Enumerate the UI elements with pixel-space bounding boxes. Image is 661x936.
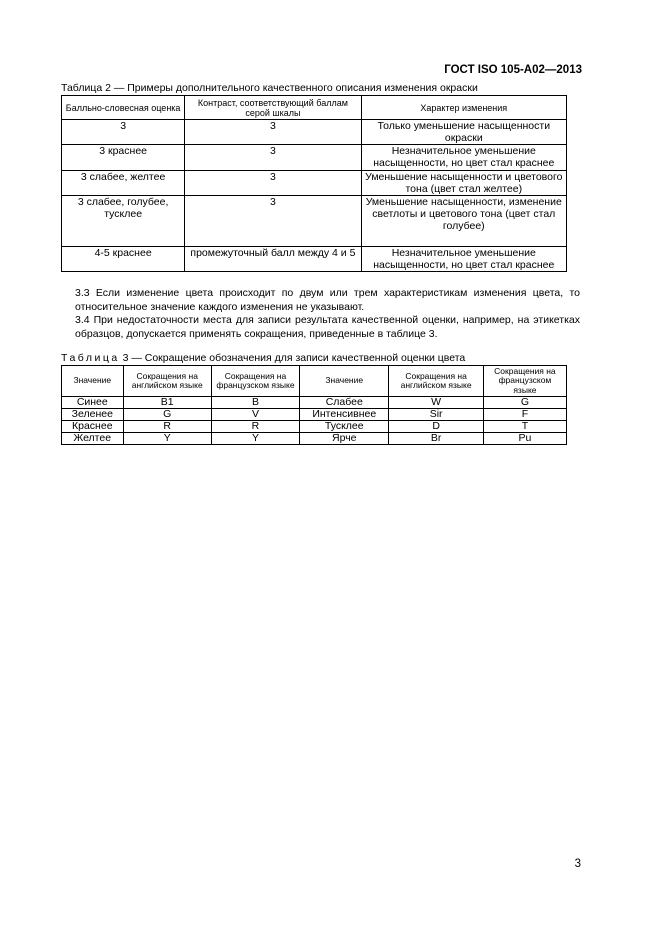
table3-row [62, 409, 567, 421]
table3-cell: Sir [389, 409, 483, 421]
table3-cell: W [389, 397, 483, 409]
table3-cell: B [211, 397, 299, 409]
table3-cell: V [211, 409, 299, 421]
table2-cell: Уменьшение насыщенности и цветового тона (цвет стал желтее) [361, 171, 566, 196]
table2-cell: 3 [185, 145, 361, 171]
table2-header-cell: Контраст, соответствующий баллам серой шкалы [185, 96, 361, 120]
table2-cell: промежуточный балл между 4 и 5 [185, 247, 361, 272]
table3-cell: R [123, 421, 211, 433]
table3-cell: Зеленее [62, 409, 124, 421]
paragraph-3-4: 3.4 При недостаточности места для записи результата качественной оценки, например, на этикетках образцов, допускается применять сокращения, приведенные в таблице 3. [75, 314, 580, 340]
table3-cell: Y [123, 433, 211, 445]
table3-cell: Интенсивнее [300, 409, 389, 421]
table3-row [62, 433, 567, 445]
table3-row [62, 397, 567, 409]
table2-cell: Уменьшение насыщенности, изменение светлоты и цветового тона (цвет стал голубее) [361, 196, 566, 247]
table3-cell: Слабее [300, 397, 389, 409]
table3-cell: Синее [62, 397, 124, 409]
table3-cell: D [389, 421, 483, 433]
table3-header-cell: Сокращения на французском языке [483, 366, 566, 397]
table3-caption [61, 352, 465, 364]
table2-cell: 3 слабее, желтее [62, 171, 185, 196]
table2-cell: 3 краснее [62, 145, 185, 171]
table2-cell: 4-5 краснее [62, 247, 185, 272]
table2-header-cell: Характер изменения [361, 96, 566, 120]
table3-cell: Краснее [62, 421, 124, 433]
table2-cell: Незначительное уменьшение насыщенности, но цвет стал краснее [361, 247, 566, 272]
table3-header-cell: Сокращения на английском языке [389, 366, 483, 397]
table3-cell: Pu [483, 433, 566, 445]
table3-header-cell: Сокращения на английском языке [123, 366, 211, 397]
table3-cell: Тусклее [300, 421, 389, 433]
table2-row [62, 120, 567, 145]
table2-row [62, 145, 567, 171]
table2-row [62, 171, 567, 196]
table3 [61, 365, 567, 445]
table3-cell: Ярче [300, 433, 389, 445]
table2-cell: 3 [185, 120, 361, 145]
table3-cell: Желтее [62, 433, 124, 445]
table3-cell: G [123, 409, 211, 421]
table2-row [62, 196, 567, 247]
table2-header-cell: Балльно-словесная оценка [62, 96, 185, 120]
table2-caption: Таблица 2 — Примеры дополнительного качественного описания изменения окраски [61, 82, 478, 94]
table2-cell: 3 [185, 171, 361, 196]
table2-row [62, 247, 567, 272]
table2 [61, 95, 567, 272]
table3-caption-label: Таблица [61, 352, 120, 364]
table3-cell: Br [389, 433, 483, 445]
table3-header-cell: Сокращения на французском языке [211, 366, 299, 397]
table3-row [62, 421, 567, 433]
document-code: ГОСТ ISO 105-A02—2013 [444, 64, 582, 76]
table3-cell: G [483, 397, 566, 409]
table3-cell: T [483, 421, 566, 433]
table3-cell: R [211, 421, 299, 433]
paragraph-3-3: 3.3 Если изменение цвета происходит по двум или трем характеристикам изменения цвета, то относительное значение каждого изменения не указывают. [75, 287, 580, 313]
table2-cell: 3 [62, 120, 185, 145]
table3-caption-text: 3 — Сокращение обозначения для записи качественной оценки цвета [119, 352, 466, 364]
table3-header-cell: Значение [62, 366, 124, 397]
table3-cell: F [483, 409, 566, 421]
page-number: 3 [574, 858, 581, 870]
table3-header-cell: Значение [300, 366, 389, 397]
table2-cell: Незначительное уменьшение насыщенности, но цвет стал краснее [361, 145, 566, 171]
table2-header-row [62, 96, 567, 120]
table2-cell: 3 [185, 196, 361, 247]
table3-header-row [62, 366, 567, 397]
table2-cell: 3 слабее, голубее, тусклее [62, 196, 185, 247]
table2-cell: Только уменьшение насыщенности окраски [361, 120, 566, 145]
table3-cell: Y [211, 433, 299, 445]
table3-cell: B1 [123, 397, 211, 409]
